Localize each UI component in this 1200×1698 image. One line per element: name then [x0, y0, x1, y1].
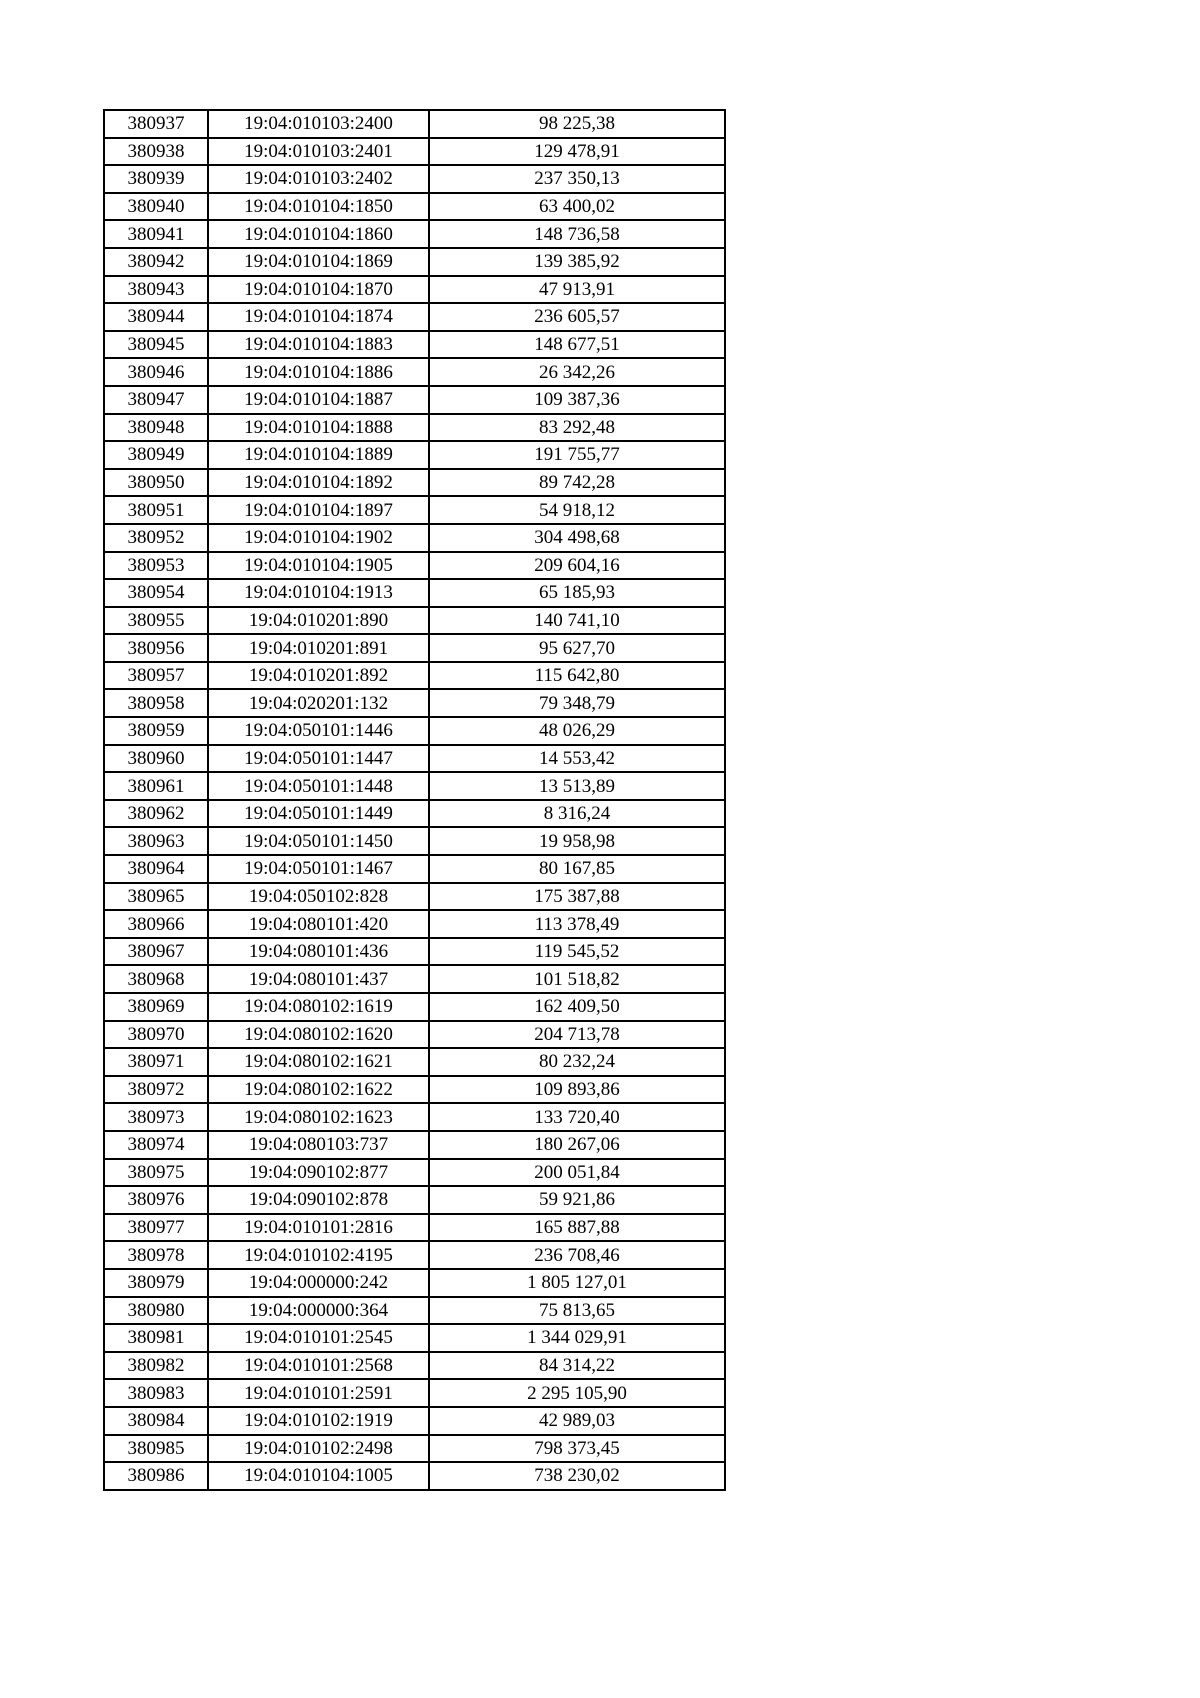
- table-row: [104, 745, 725, 773]
- row-number-cell: 380964: [104, 855, 208, 883]
- cadastral-number-cell: 19:04:010101:2816: [208, 1214, 429, 1242]
- table-row: [104, 110, 725, 138]
- row-number-cell: 380955: [104, 607, 208, 635]
- table-row: [104, 220, 725, 248]
- cadastral-number-cell: 19:04:010102:2498: [208, 1435, 429, 1463]
- cadastral-value-table: [103, 109, 726, 1491]
- row-number-cell: 380982: [104, 1352, 208, 1380]
- cadastral-value-cell: 139 385,92: [429, 248, 725, 276]
- cadastral-number-cell: 19:04:010104:1887: [208, 386, 429, 414]
- table-row: [104, 358, 725, 386]
- cadastral-value-cell: 13 513,89: [429, 772, 725, 800]
- table-row: [104, 689, 725, 717]
- row-number-cell: 380984: [104, 1407, 208, 1435]
- cadastral-number-cell: 19:04:010101:2545: [208, 1324, 429, 1352]
- cadastral-value-cell: 101 518,82: [429, 965, 725, 993]
- table-row: [104, 1324, 725, 1352]
- cadastral-value-cell: 133 720,40: [429, 1103, 725, 1131]
- row-number-cell: 380937: [104, 110, 208, 138]
- cadastral-number-cell: 19:04:020201:132: [208, 689, 429, 717]
- cadastral-value-cell: 80 232,24: [429, 1048, 725, 1076]
- cadastral-number-cell: 19:04:080101:437: [208, 965, 429, 993]
- cadastral-value-cell: 236 708,46: [429, 1241, 725, 1269]
- cadastral-value-cell: 113 378,49: [429, 910, 725, 938]
- row-number-cell: 380979: [104, 1269, 208, 1297]
- cadastral-value-cell: 191 755,77: [429, 441, 725, 469]
- row-number-cell: 380986: [104, 1462, 208, 1490]
- cadastral-number-cell: 19:04:010101:2591: [208, 1379, 429, 1407]
- cadastral-value-cell: 80 167,85: [429, 855, 725, 883]
- cadastral-value-cell: 148 736,58: [429, 220, 725, 248]
- row-number-cell: 380981: [104, 1324, 208, 1352]
- cadastral-value-cell: 1 805 127,01: [429, 1269, 725, 1297]
- cadastral-value-cell: 175 387,88: [429, 883, 725, 911]
- row-number-cell: 380970: [104, 1021, 208, 1049]
- cadastral-value-cell: 109 893,86: [429, 1076, 725, 1104]
- cadastral-number-cell: 19:04:010103:2402: [208, 165, 429, 193]
- cadastral-number-cell: 19:04:010103:2400: [208, 110, 429, 138]
- cadastral-value-cell: 200 051,84: [429, 1159, 725, 1187]
- cadastral-number-cell: 19:04:010201:891: [208, 634, 429, 662]
- row-number-cell: 380983: [104, 1379, 208, 1407]
- table-row: [104, 662, 725, 690]
- cadastral-number-cell: 19:04:080101:420: [208, 910, 429, 938]
- row-number-cell: 380978: [104, 1241, 208, 1269]
- cadastral-number-cell: 19:04:000000:364: [208, 1297, 429, 1325]
- cadastral-number-cell: 19:04:010104:1874: [208, 303, 429, 331]
- row-number-cell: 380969: [104, 993, 208, 1021]
- cadastral-number-cell: 19:04:010104:1892: [208, 469, 429, 497]
- cadastral-number-cell: 19:04:050101:1467: [208, 855, 429, 883]
- table-row: [104, 1076, 725, 1104]
- row-number-cell: 380939: [104, 165, 208, 193]
- table-row: [104, 524, 725, 552]
- row-number-cell: 380956: [104, 634, 208, 662]
- cadastral-value-cell: 109 387,36: [429, 386, 725, 414]
- row-number-cell: 380971: [104, 1048, 208, 1076]
- table-row: [104, 800, 725, 828]
- cadastral-number-cell: 19:04:080102:1623: [208, 1103, 429, 1131]
- cadastral-number-cell: 19:04:050101:1449: [208, 800, 429, 828]
- table-row: [104, 579, 725, 607]
- table-body: [104, 110, 725, 1490]
- cadastral-value-cell: 14 553,42: [429, 745, 725, 773]
- cadastral-value-cell: 2 295 105,90: [429, 1379, 725, 1407]
- cadastral-value-cell: 42 989,03: [429, 1407, 725, 1435]
- cadastral-value-cell: 89 742,28: [429, 469, 725, 497]
- row-number-cell: 380957: [104, 662, 208, 690]
- cadastral-value-cell: 83 292,48: [429, 414, 725, 442]
- cadastral-number-cell: 19:04:010104:1870: [208, 276, 429, 304]
- cadastral-number-cell: 19:04:050101:1446: [208, 717, 429, 745]
- row-number-cell: 380961: [104, 772, 208, 800]
- row-number-cell: 380958: [104, 689, 208, 717]
- cadastral-number-cell: 19:04:090102:877: [208, 1159, 429, 1187]
- cadastral-number-cell: 19:04:000000:242: [208, 1269, 429, 1297]
- table-row: [104, 165, 725, 193]
- table-row: [104, 1379, 725, 1407]
- cadastral-number-cell: 19:04:050101:1447: [208, 745, 429, 773]
- cadastral-number-cell: 19:04:010104:1889: [208, 441, 429, 469]
- row-number-cell: 380941: [104, 220, 208, 248]
- cadastral-value-cell: 1 344 029,91: [429, 1324, 725, 1352]
- table-row: [104, 1103, 725, 1131]
- cadastral-number-cell: 19:04:010103:2401: [208, 138, 429, 166]
- row-number-cell: 380947: [104, 386, 208, 414]
- table-row: [104, 1462, 725, 1490]
- cadastral-value-cell: 236 605,57: [429, 303, 725, 331]
- row-number-cell: 380977: [104, 1214, 208, 1242]
- row-number-cell: 380940: [104, 193, 208, 221]
- row-number-cell: 380963: [104, 827, 208, 855]
- cadastral-value-cell: 165 887,88: [429, 1214, 725, 1242]
- cadastral-value-cell: 48 026,29: [429, 717, 725, 745]
- cadastral-number-cell: 19:04:080102:1620: [208, 1021, 429, 1049]
- row-number-cell: 380973: [104, 1103, 208, 1131]
- cadastral-number-cell: 19:04:010201:892: [208, 662, 429, 690]
- table-row: [104, 276, 725, 304]
- cadastral-number-cell: 19:04:010104:1897: [208, 496, 429, 524]
- cadastral-number-cell: 19:04:010104:1888: [208, 414, 429, 442]
- cadastral-value-cell: 209 604,16: [429, 552, 725, 580]
- table-row: [104, 1186, 725, 1214]
- row-number-cell: 380953: [104, 552, 208, 580]
- table-row: [104, 1407, 725, 1435]
- table-row: [104, 772, 725, 800]
- cadastral-number-cell: 19:04:010104:1005: [208, 1462, 429, 1490]
- cadastral-value-cell: 84 314,22: [429, 1352, 725, 1380]
- cadastral-number-cell: 19:04:010104:1850: [208, 193, 429, 221]
- cadastral-number-cell: 19:04:080102:1621: [208, 1048, 429, 1076]
- row-number-cell: 380967: [104, 938, 208, 966]
- table-row: [104, 938, 725, 966]
- cadastral-value-cell: 237 350,13: [429, 165, 725, 193]
- table-row: [104, 1048, 725, 1076]
- cadastral-value-cell: 79 348,79: [429, 689, 725, 717]
- cadastral-value-cell: 54 918,12: [429, 496, 725, 524]
- row-number-cell: 380948: [104, 414, 208, 442]
- cadastral-number-cell: 19:04:010104:1913: [208, 579, 429, 607]
- cadastral-value-cell: 140 741,10: [429, 607, 725, 635]
- cadastral-number-cell: 19:04:010104:1886: [208, 358, 429, 386]
- cadastral-number-cell: 19:04:010104:1905: [208, 552, 429, 580]
- row-number-cell: 380985: [104, 1435, 208, 1463]
- table-row: [104, 1214, 725, 1242]
- cadastral-value-cell: 162 409,50: [429, 993, 725, 1021]
- cadastral-number-cell: 19:04:010104:1902: [208, 524, 429, 552]
- table-row: [104, 607, 725, 635]
- table-row: [104, 965, 725, 993]
- cadastral-value-cell: 148 677,51: [429, 331, 725, 359]
- table-row: [104, 1021, 725, 1049]
- cadastral-value-cell: 115 642,80: [429, 662, 725, 690]
- cadastral-value-cell: 798 373,45: [429, 1435, 725, 1463]
- row-number-cell: 380974: [104, 1131, 208, 1159]
- row-number-cell: 380959: [104, 717, 208, 745]
- cadastral-value-cell: 75 813,65: [429, 1297, 725, 1325]
- table-row: [104, 1269, 725, 1297]
- cadastral-number-cell: 19:04:010101:2568: [208, 1352, 429, 1380]
- cadastral-value-cell: 204 713,78: [429, 1021, 725, 1049]
- table-row: [104, 414, 725, 442]
- cadastral-number-cell: 19:04:080102:1622: [208, 1076, 429, 1104]
- row-number-cell: 380951: [104, 496, 208, 524]
- cadastral-value-cell: 738 230,02: [429, 1462, 725, 1490]
- cadastral-number-cell: 19:04:010104:1860: [208, 220, 429, 248]
- table-row: [104, 993, 725, 1021]
- row-number-cell: 380946: [104, 358, 208, 386]
- cadastral-value-cell: 63 400,02: [429, 193, 725, 221]
- table-row: [104, 552, 725, 580]
- table-row: [104, 634, 725, 662]
- row-number-cell: 380942: [104, 248, 208, 276]
- cadastral-number-cell: 19:04:050101:1450: [208, 827, 429, 855]
- cadastral-value-cell: 98 225,38: [429, 110, 725, 138]
- table-row: [104, 1131, 725, 1159]
- row-number-cell: 380960: [104, 745, 208, 773]
- table-row: [104, 469, 725, 497]
- cadastral-value-cell: 95 627,70: [429, 634, 725, 662]
- table-row: [104, 496, 725, 524]
- cadastral-number-cell: 19:04:080101:436: [208, 938, 429, 966]
- table-row: [104, 1297, 725, 1325]
- row-number-cell: 380943: [104, 276, 208, 304]
- cadastral-number-cell: 19:04:010102:1919: [208, 1407, 429, 1435]
- cadastral-number-cell: 19:04:010104:1869: [208, 248, 429, 276]
- cadastral-number-cell: 19:04:090102:878: [208, 1186, 429, 1214]
- table-row: [104, 248, 725, 276]
- cadastral-number-cell: 19:04:050101:1448: [208, 772, 429, 800]
- cadastral-value-cell: 59 921,86: [429, 1186, 725, 1214]
- cadastral-value-cell: 180 267,06: [429, 1131, 725, 1159]
- row-number-cell: 380938: [104, 138, 208, 166]
- table-row: [104, 386, 725, 414]
- table-row: [104, 1159, 725, 1187]
- cadastral-number-cell: 19:04:050102:828: [208, 883, 429, 911]
- row-number-cell: 380976: [104, 1186, 208, 1214]
- row-number-cell: 380954: [104, 579, 208, 607]
- cadastral-value-cell: 8 316,24: [429, 800, 725, 828]
- row-number-cell: 380944: [104, 303, 208, 331]
- table-row: [104, 855, 725, 883]
- table-row: [104, 883, 725, 911]
- row-number-cell: 380980: [104, 1297, 208, 1325]
- table-row: [104, 717, 725, 745]
- table-row: [104, 1435, 725, 1463]
- table-row: [104, 827, 725, 855]
- table-row: [104, 303, 725, 331]
- row-number-cell: 380962: [104, 800, 208, 828]
- cadastral-value-cell: 304 498,68: [429, 524, 725, 552]
- row-number-cell: 380945: [104, 331, 208, 359]
- cadastral-value-cell: 19 958,98: [429, 827, 725, 855]
- row-number-cell: 380952: [104, 524, 208, 552]
- row-number-cell: 380966: [104, 910, 208, 938]
- cadastral-number-cell: 19:04:010102:4195: [208, 1241, 429, 1269]
- table-row: [104, 441, 725, 469]
- table-row: [104, 193, 725, 221]
- row-number-cell: 380950: [104, 469, 208, 497]
- cadastral-value-cell: 26 342,26: [429, 358, 725, 386]
- table-row: [104, 138, 725, 166]
- cadastral-value-cell: 129 478,91: [429, 138, 725, 166]
- row-number-cell: 380965: [104, 883, 208, 911]
- row-number-cell: 380968: [104, 965, 208, 993]
- row-number-cell: 380972: [104, 1076, 208, 1104]
- table-row: [104, 910, 725, 938]
- cadastral-number-cell: 19:04:010201:890: [208, 607, 429, 635]
- cadastral-value-cell: 47 913,91: [429, 276, 725, 304]
- row-number-cell: 380975: [104, 1159, 208, 1187]
- cadastral-value-cell: 119 545,52: [429, 938, 725, 966]
- cadastral-value-cell: 65 185,93: [429, 579, 725, 607]
- table-row: [104, 1352, 725, 1380]
- row-number-cell: 380949: [104, 441, 208, 469]
- table-row: [104, 331, 725, 359]
- table-row: [104, 1241, 725, 1269]
- cadastral-number-cell: 19:04:010104:1883: [208, 331, 429, 359]
- cadastral-number-cell: 19:04:080103:737: [208, 1131, 429, 1159]
- cadastral-number-cell: 19:04:080102:1619: [208, 993, 429, 1021]
